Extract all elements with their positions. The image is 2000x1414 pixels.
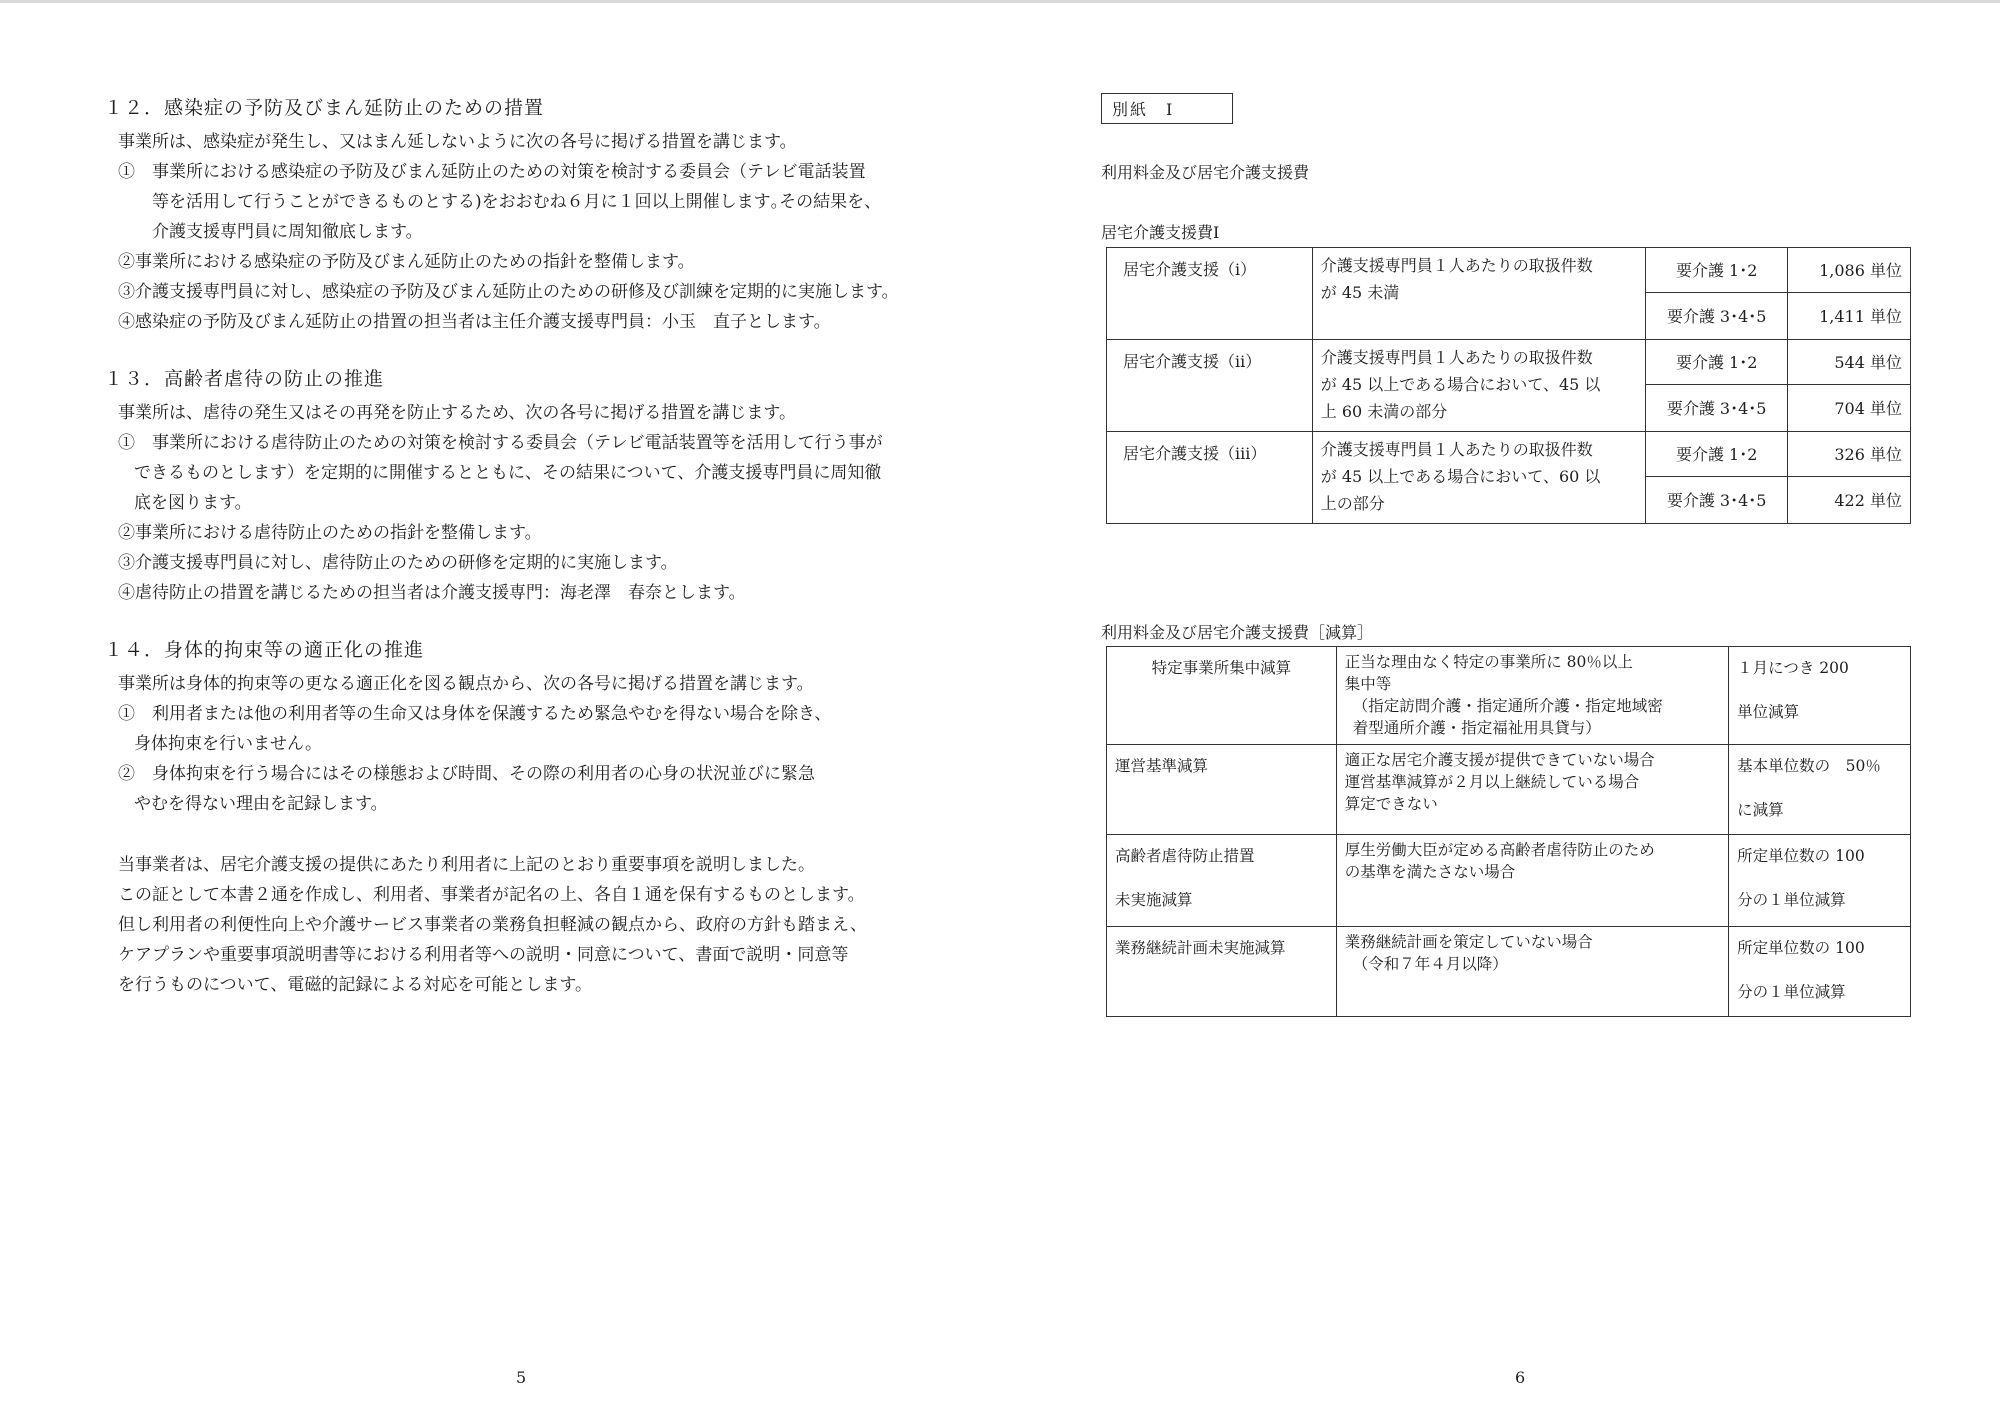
reduction-amount-line: 所定単位数の 100 [1737,847,1865,865]
condition-line: 介護支援専門員１人あたりの取扱件数 [1320,440,1593,459]
reduction-amount-cell [1729,835,1911,927]
page-number-right: 6 [1515,1368,1526,1387]
section-line: ① 事業所における感染症の予防及びまん延防止のための対策を検討する委員会（テレビ電話装置 [118,162,866,182]
reduction-condition-line: 厚生労働大臣が定める高齢者虐待防止のため [1344,841,1655,859]
reduction-amount-line: 単位減算 [1737,703,1800,721]
section-line: ① 事業所における虐待防止のための対策を検討する委員会（テレビ電話装置等を活用して行う事が [118,433,883,453]
section-12 [104,93,984,337]
reduction-amount-cell [1729,647,1911,745]
reduction-condition-line: （指定訪問介護・指定通所介護・指定地域密 [1352,697,1663,715]
section-line: ④虐待防止の措置を講じるための担当者は介護支援専門：海老澤 春奈とします。 [118,583,746,603]
section-line: 等を活用して行うことができるものとする)をおおむね６月に１回以上開催します｡その結果を、 [152,192,882,212]
section-line: ④感染症の予防及びまん延防止の措置の担当者は主任介護支援専門員：小玉 直子とします。 [118,312,831,332]
reduction-condition-cell [1336,647,1728,745]
units-cell: 326 単位 [1788,432,1911,477]
reduction-condition-line: 運営基準減算が２月以上継続している場合 [1344,773,1640,791]
reduction-amount-line: に減算 [1737,801,1784,819]
service-name-cell: 居宅介護支援（ⅱ） [1107,340,1313,432]
section-13 [104,364,984,608]
section-line: 事業所は、感染症が発生し、又はまん延しないように次の各号に掲げる措置を講じます。 [118,132,797,152]
reduction-name-line: 特定事業所集中減算 [1151,659,1292,677]
section-title: １４．身体的拘束等の適正化の推進 [104,639,425,661]
section-line: ③介護支援専門員に対し、感染症の予防及びまん延防止のための研修及び訓練を定期的に実施します。 [118,282,899,302]
condition-cell [1312,340,1646,432]
section-line: 事業所は、虐待の発生又はその再発を防止するため、次の各号に掲げる措置を講じます。 [118,403,796,423]
units-cell: 544 単位 [1788,340,1911,385]
reduction-condition-line: 集中等 [1344,675,1392,693]
closing-statement [118,850,978,1000]
service-name-cell: 居宅介護支援（ⅰ） [1107,248,1313,340]
condition-line: 介護支援専門員１人あたりの取扱件数 [1320,348,1593,367]
reduction-amount-line: １月につき 200 [1737,659,1849,677]
section-line: ②事業所における感染症の予防及びまん延防止のための指針を整備します。 [118,252,695,272]
condition-cell [1312,248,1646,340]
care-level-cell: 要介護 1･2 [1646,248,1788,293]
table1-title: 居宅介護支援費Ⅰ [1101,223,1220,242]
reduction-table [1106,646,1911,1017]
section-14 [104,635,984,819]
reduction-amount-cell [1729,927,1911,1017]
section-line: 介護支援専門員に周知徹底します。 [152,222,423,242]
reduction-name-cell [1107,745,1337,835]
reduction-row [1107,835,1911,927]
reduction-name-line: 高齢者虐待防止措置 [1115,847,1255,865]
units-cell: 1,411 単位 [1788,293,1911,340]
condition-cell [1312,432,1646,524]
reduction-condition-line: 正当な理由なく特定の事業所に 80％以上 [1344,653,1633,671]
reduction-condition-line: 業務継続計画を策定していない場合 [1344,933,1593,951]
reduction-amount-line: 分の１単位減算 [1737,983,1846,1001]
reduction-amount-line: 基本単位数の 50％ [1737,757,1881,775]
reduction-name-line: 運営基準減算 [1115,757,1209,775]
section-line: 事業所は身体的拘束等の更なる適正化を図る観点から、次の各号に掲げる措置を講じます。 [118,674,814,694]
table2-title: 利用料金及び居宅介護支援費［減算］ [1101,623,1374,642]
reduction-name-line: 業務継続計画未実施減算 [1115,939,1286,957]
reduction-condition-line: の基準を満たさない場合 [1344,863,1516,881]
condition-line: 介護支援専門員１人あたりの取扱件数 [1320,256,1593,275]
condition-line: 上の部分 [1320,494,1385,513]
closing-line: ケアプランや重要事項説明書等における利用者等への説明・同意について、書面で説明・同意等 [118,945,849,965]
section-title: １３．高齢者虐待の防止の推進 [104,368,385,390]
closing-line: 但し利用者の利便性向上や介護サービス事業者の業務負担軽減の観点から、政府の方針も踏まえ、 [118,915,868,935]
condition-line: が 45 以上である場合において、60 以 [1320,467,1601,486]
closing-line: を行うものについて、電磁的記録による対応を可能とします。 [118,975,592,995]
reduction-condition-cell [1336,745,1728,835]
fee-row [1107,248,1911,293]
fee-row [1107,340,1911,385]
care-support-fee-table [1106,247,1911,524]
care-level-cell: 要介護 3･4･5 [1646,385,1788,432]
condition-line: 上 60 未満の部分 [1320,402,1448,421]
condition-line: が 45 未満 [1320,283,1400,302]
section-line: 底を図ります。 [134,493,252,513]
reduction-name-line: 未実施減算 [1115,891,1193,909]
reduction-row [1107,927,1911,1017]
section-line: 身体拘束を行いません。 [134,734,323,754]
units-cell: 422 単位 [1788,477,1911,524]
page-number-left: 5 [516,1368,527,1387]
reduction-name-cell [1107,647,1337,745]
care-level-cell: 要介護 1･2 [1646,432,1788,477]
reduction-name-cell [1107,835,1337,927]
fee-row [1107,432,1911,477]
reduction-condition-cell [1336,927,1728,1017]
closing-line: この証として本書２通を作成し、利用者、事業者が記名の上、各自１通を保有するものとします。 [118,885,865,905]
reduction-amount-line: 所定単位数の 100 [1737,939,1865,957]
care-level-cell: 要介護 1･2 [1646,340,1788,385]
reduction-name-cell [1107,927,1337,1017]
closing-line: 当事業者は、居宅介護支援の提供にあたり利用者に上記のとおり重要事項を説明しました。 [118,855,815,875]
section-line: ② 身体拘束を行う場合にはその様態および時間、その際の利用者の心身の状況並びに緊急 [118,764,815,784]
service-name-cell: 居宅介護支援（ⅲ） [1107,432,1313,524]
reduction-amount-line: 分の１単位減算 [1737,891,1846,909]
reduction-condition-line: 着型通所介護・指定福祉用具貸与） [1352,719,1601,737]
fee-heading: 利用料金及び居宅介護支援費 [1101,163,1310,182]
attachment-label: 別紙 Ⅰ [1101,93,1233,124]
reduction-row [1107,745,1911,835]
condition-line: が 45 以上である場合において、45 以 [1320,375,1601,394]
section-line: やむを得ない理由を記録します。 [134,794,388,814]
section-line: ③介護支援専門員に対し、虐待防止のための研修を定期的に実施します。 [118,553,678,573]
section-line: できるものとします）を定期的に開催するとともに、その結果について、介護支援専門員に周知徹 [134,463,882,483]
reduction-condition-line: （令和７年４月以降） [1352,955,1508,973]
care-level-cell: 要介護 3･4･5 [1646,293,1788,340]
section-line: ②事業所における虐待防止のための指針を整備します。 [118,523,542,543]
units-cell: 1,086 単位 [1788,248,1911,293]
reduction-condition-line: 適正な居宅介護支援が提供できていない場合 [1344,751,1655,769]
reduction-amount-cell [1729,745,1911,835]
care-level-cell: 要介護 3･4･5 [1646,477,1788,524]
units-cell: 704 単位 [1788,385,1911,432]
section-line: ① 利用者または他の利用者等の生命又は身体を保護するため緊急やむを得ない場合を除き、 [118,704,832,724]
right-page [1000,0,2000,1414]
reduction-row [1107,647,1911,745]
section-title: １２．感染症の予防及びまん延防止のための措置 [104,97,545,119]
reduction-condition-cell [1336,835,1728,927]
reduction-condition-line: 算定できない [1344,795,1438,813]
